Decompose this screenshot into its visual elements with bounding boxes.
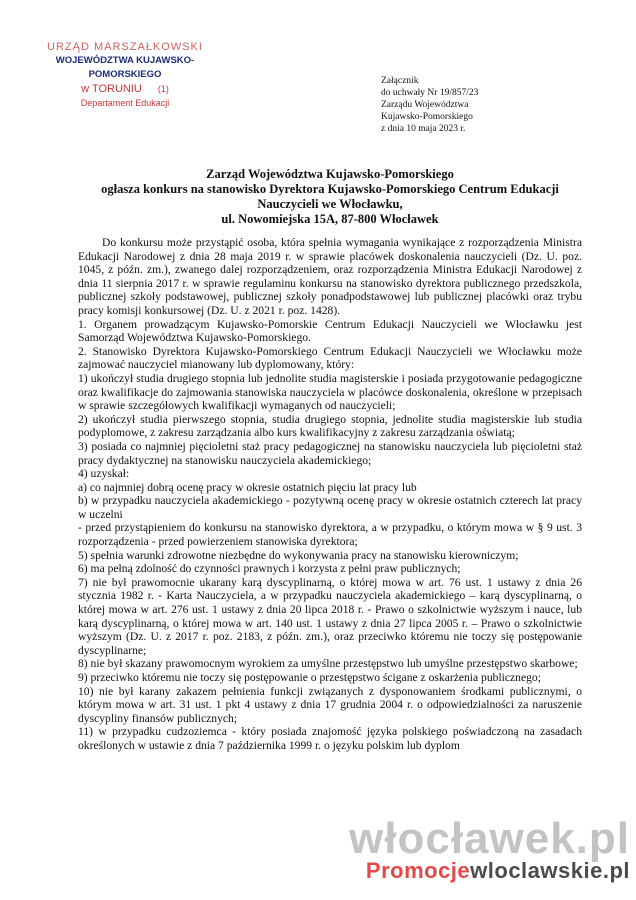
- requirement-2: 2) ukończył studia pierwszego stopnia, studia drugiego stopnia, jednolite studia magisterskie lub studia podyplomowe, z zakresu zarządzania albo kurs kwalifikacyjny z zakresu zarządzania oświatą;: [78, 412, 582, 440]
- annex-line: do uchwały Nr 19/857/23: [381, 88, 479, 98]
- watermark-promocje: Promocje: [365, 858, 471, 883]
- requirement-10: 10) nie był karany zakazem pełnienia funkcji związanych z dysponowaniem środkami publicznymi, o którym mowa w art. 31 ust. 1 pkt 4 ustawy z dnia 17 grudnia 2004 r. o odpowiedzialności za naruszenie dyscypliny finansów publicznych;: [78, 684, 582, 725]
- document-body: [78, 236, 582, 753]
- stamp-department: Departament Edukacji: [80, 98, 170, 108]
- site-watermark: [349, 814, 630, 883]
- annex-reference: [381, 75, 478, 135]
- requirement-4-note: - przed przystąpieniem do konkursu na stanowisko dyrektora, a w przypadku, o którym mowa w § 9 ust. 3 rozporządzenia - przed powierzeniem stanowiska dyrektora;: [78, 521, 582, 549]
- stamp-line-1: URZĄD MARSZAŁKOWSKI: [47, 41, 203, 53]
- title-line: Nauczycieli we Włocławku,: [257, 197, 403, 211]
- annex-line: Zarządu Województwa: [381, 100, 469, 110]
- watermark-top: włocławek.pl: [349, 814, 630, 863]
- watermark-bottom: [349, 860, 630, 882]
- requirement-1: 1) ukończył studia drugiego stopnia lub jednolite studia magisterskie i posiada przygotowanie pedagogiczne oraz kwalifikacje do zajmowania stanowiska nauczyciela w placówce doskonalenia, określone w przepisach w sprawie szczegółowych kwalifikacji wymaganych od nauczycieli;: [78, 371, 582, 413]
- requirement-8: 8) nie był skazany prawomocnym wyrokiem za umyślne przestępstwo lub umyślne przestępstwo skarbowe;: [78, 657, 578, 671]
- stamp-number: (1): [157, 84, 169, 94]
- point-2: 2. Stanowisko Dyrektora Kujawsko-Pomorskiego Centrum Edukacji Nauczycieli we Włocławku może zajmować nauczyciel mianowany lub dyplomowany, który:: [78, 344, 582, 372]
- requirement-4b: b) w przypadku nauczyciela akademickiego - pozytywną ocenę pracy w okresie ostatnich czterech lat pracy w uczelni: [78, 494, 582, 521]
- title-line: ul. Nowomiejska 15A, 87-800 Włocławek: [221, 212, 439, 226]
- annex-line: Kujawsko-Pomorskiego: [381, 112, 473, 122]
- stamp-line-2: WOJEWÓDZTWA KUJAWSKO-POMORSKIEGO: [55, 55, 195, 80]
- watermark-domain: wloclawskie.pl: [470, 858, 630, 883]
- requirement-4: 4) uzyskał:: [78, 467, 130, 481]
- requirement-11: 11) w przypadku cudzoziemca - który posiada znajomość języka polskiego poświadczoną na zasadach określonych w ustawie z dnia 7 października 1999 r. o języku polskim lub dyplom: [78, 725, 582, 752]
- announcement-title: [60, 167, 600, 227]
- intro-paragraph: Do konkursu może przystąpić osoba, która spełnia wymagania wynikające z rozporządzenia Ministra Edukacji Narodowej z dnia 28 maja 2019 r. w sprawie placówek doskonalenia nauczycieli (Dz. U. poz. 1045, z późn. zm.), zwanego dalej rozporządzeniem, oraz rozporządzenia Ministra Edukacji Narodowej z dnia 11 sierpnia 2017 r. w sprawie regulaminu konkursu na stanowisko dyrektora publicznego przedszkola, publicznej szkoły podstawowej, publicznej szkoły ponadpodstawowej lub publicznej placówki oraz trybu pracy komisji konkursowej (Dz. U. z 2021 r. poz. 1428).: [78, 236, 582, 317]
- annex-line: z dnia 10 maja 2023 r.: [381, 124, 466, 134]
- requirement-7: 7) nie był prawomocnie ukarany karą dyscyplinarną, o której mowa w art. 76 ust. 1 ustawy z dnia 26 stycznia 1982 r. - Karta Nauczyciela, a w przypadku nauczyciela akademickiego – karą dyscyplinarną, o której mowa w art. 276 ust. 1 ustawy z dnia 20 lipca 2018 r. - Prawo o szkolnictwie wyższym i nauce, lub karą dyscyplinarną, o której mowa w art. 140 ust. 1 ustawy z dnia 27 lipca 2005 r. – Prawo o szkolnictwie wyższym (Dz. U. z 2017 r. poz. 2183, z późn. zm.), oraz przeciwko któremu nie toczy się postępowanie dyscyplinarne;: [78, 575, 582, 657]
- office-stamp: [30, 40, 220, 110]
- requirement-6: 6) ma pełną zdolność do czynności prawnych i korzysta z pełni praw publicznych;: [78, 562, 461, 576]
- requirement-5: 5) spełnia warunki zdrowotne niezbędne do wykonywania pracy na stanowisku kierowniczym;: [78, 548, 519, 562]
- point-1: 1. Organem prowadzącym Kujawsko-Pomorskie Centrum Edukacji Nauczycieli we Włocławku jest Samorząd Województwa Kujawsko-Pomorskiego.: [78, 317, 582, 345]
- annex-line: Załącznik: [381, 76, 419, 86]
- stamp-line-3: [30, 82, 220, 96]
- title-line: Zarząd Województwa Kujawsko-Pomorskiego: [206, 167, 454, 181]
- requirement-3: 3) posiada co najmniej pięcioletni staż pracy pedagogicznej na stanowisku nauczyciela lub pięcioletni staż pracy dydaktycznej na stanowisku nauczyciela akademickiego;: [78, 439, 582, 467]
- title-line: ogłasza konkurs na stanowisko Dyrektora Kujawsko-Pomorskiego Centrum Edukacji: [101, 182, 559, 196]
- requirement-4a: a) co najmniej dobrą ocenę pracy w okresie ostatnich pięciu lat pracy lub: [78, 480, 417, 494]
- requirement-9: 9) przeciwko któremu nie toczy się postępowanie o przestępstwo ścigane z oskarżenia publicznego;: [78, 671, 541, 684]
- stamp-city: w TORUNIU: [81, 83, 142, 95]
